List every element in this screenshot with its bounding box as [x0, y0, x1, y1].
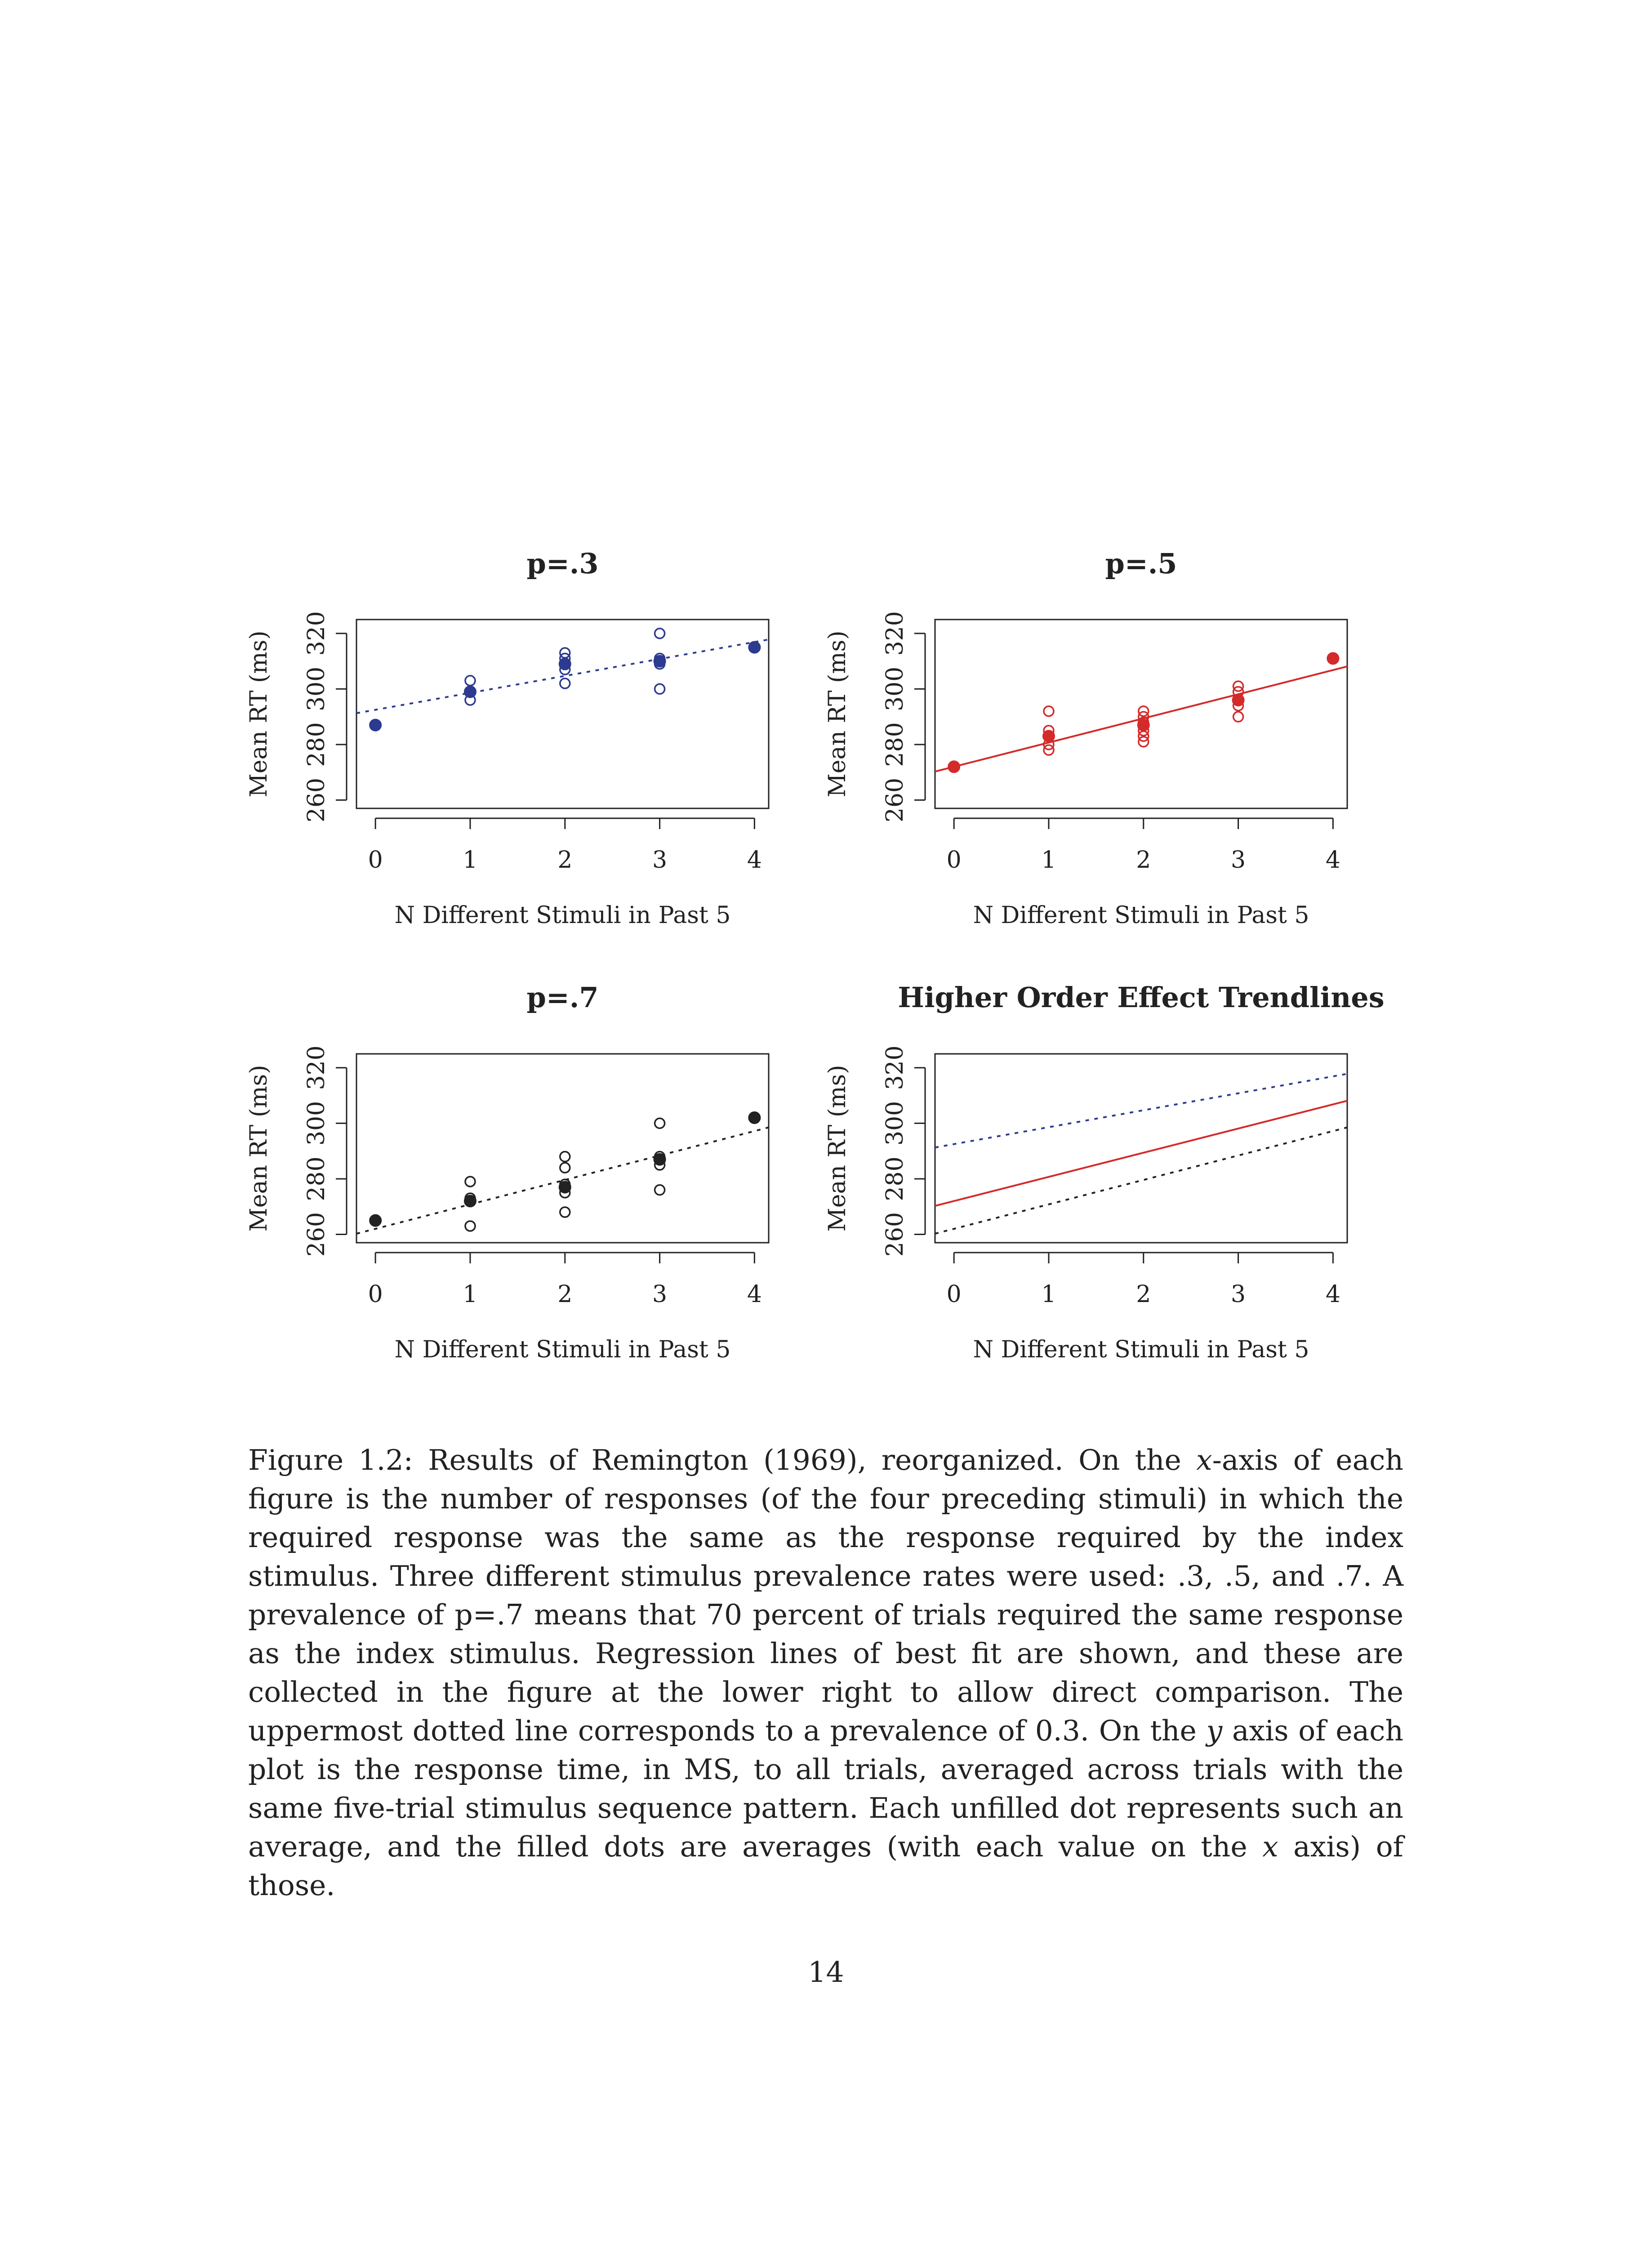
chart-title: p=.3 — [526, 547, 599, 580]
y-tick-label: 280 — [303, 1156, 330, 1201]
caption-text-2: -axis of each figure is the number of responses (of the four preceding stimuli) in which the required response was the same as the response required by the index stimulus. Three different stimulus prevalence rates were used: .3, .5, and .7. A prevalence of p=.7 means that 70 percent of trials required the same response as the index stimulus. Regression lines of best fit are shown, and these are collected in the figure at the lower right to allow direct comparison. The uppermost dotted line corresponds to a prevalence of 0.3. On the — [248, 1444, 1404, 1747]
x-tick-label: 0 — [368, 847, 383, 874]
y-tick-label: 280 — [303, 722, 330, 767]
filled-point — [748, 642, 760, 653]
y-axis-label: Mean RT (ms) — [245, 1065, 272, 1232]
trend-line — [935, 666, 1347, 772]
filled-point — [1327, 652, 1339, 664]
x-tick-label: 1 — [1041, 1281, 1056, 1308]
caption-label: Figure 1.2: — [248, 1444, 413, 1476]
filled-point — [1138, 719, 1149, 731]
y-tick-label: 260 — [882, 777, 908, 823]
x-tick-label: 3 — [652, 1281, 668, 1308]
y-tick-label: 280 — [882, 722, 908, 767]
x-tick-label: 0 — [946, 847, 962, 874]
x-axis-label: N Different Stimuli in Past 5 — [973, 1336, 1309, 1363]
trend-line — [935, 1128, 1347, 1234]
unfilled-point — [465, 1177, 475, 1186]
y-tick-label: 320 — [303, 611, 330, 656]
filled-point — [948, 761, 960, 772]
trend-line — [935, 1101, 1347, 1206]
filled-point — [1043, 730, 1055, 742]
x-tick-label: 1 — [463, 1281, 478, 1308]
caption-text-3: axis of each plot is the response time, in MS, to all trials, averaged across trials with the same five-trial stimulus sequence pattern. Each unfilled dot represents such an average, and the filled dots are averages (with each value on the — [248, 1714, 1403, 1863]
y-tick-label: 260 — [303, 777, 330, 823]
unfilled-point — [655, 1185, 665, 1195]
y-tick-label: 320 — [882, 611, 908, 656]
unfilled-point — [560, 678, 570, 688]
x-tick-label: 1 — [1041, 847, 1056, 874]
caption-text-4: axis) of those. — [248, 1830, 1403, 1902]
x-tick-label: 0 — [368, 1281, 383, 1308]
chart-title: p=.7 — [526, 981, 599, 1014]
filled-point — [654, 1154, 666, 1165]
plot-frame — [935, 620, 1347, 808]
x-tick-label: 4 — [1325, 847, 1340, 874]
plot-frame — [935, 1054, 1347, 1243]
y-axis-label: Mean RT (ms) — [824, 1065, 851, 1232]
unfilled-point — [1233, 712, 1243, 722]
y-axis-label: Mean RT (ms) — [824, 630, 851, 798]
filled-point — [748, 1112, 760, 1124]
unfilled-point — [465, 676, 475, 686]
unfilled-point — [1044, 706, 1054, 716]
chart-title: p=.5 — [1105, 547, 1177, 580]
y-tick-label: 300 — [303, 666, 330, 712]
x-tick-label: 3 — [1231, 847, 1246, 874]
figure-caption — [248, 1441, 1403, 1905]
caption-y-symbol: y — [1206, 1714, 1223, 1747]
y-tick-label: 300 — [882, 1101, 908, 1146]
chart-panel-3 — [245, 981, 769, 1363]
unfilled-point — [655, 684, 665, 694]
filled-point — [370, 719, 381, 731]
trend-line — [935, 1074, 1347, 1147]
filled-point — [559, 658, 571, 670]
y-tick-label: 320 — [303, 1045, 330, 1090]
trend-line — [356, 639, 769, 713]
filled-point — [654, 656, 666, 667]
x-axis-label: N Different Stimuli in Past 5 — [394, 902, 731, 929]
y-tick-label: 280 — [882, 1156, 908, 1201]
x-axis-label: N Different Stimuli in Past 5 — [973, 902, 1309, 929]
x-axis-label: N Different Stimuli in Past 5 — [394, 1336, 731, 1363]
unfilled-point — [560, 1207, 570, 1217]
x-tick-label: 3 — [1231, 1281, 1246, 1308]
x-tick-label: 4 — [747, 847, 762, 874]
filled-point — [1233, 694, 1244, 706]
x-tick-label: 0 — [946, 1281, 962, 1308]
caption-x-symbol-2: x — [1262, 1830, 1278, 1863]
chart-panel-4 — [824, 981, 1385, 1363]
filled-point — [464, 686, 476, 698]
x-tick-label: 1 — [463, 847, 478, 874]
x-tick-label: 4 — [747, 1281, 762, 1308]
x-tick-label: 2 — [1136, 847, 1151, 874]
y-tick-label: 300 — [303, 1101, 330, 1146]
x-tick-label: 3 — [652, 847, 668, 874]
unfilled-point — [560, 1163, 570, 1173]
filled-point — [464, 1195, 476, 1207]
x-tick-label: 2 — [557, 1281, 573, 1308]
unfilled-point — [465, 1221, 475, 1231]
page-number: 14 — [808, 1956, 844, 1989]
unfilled-point — [560, 1152, 570, 1162]
x-tick-label: 4 — [1325, 1281, 1340, 1308]
y-tick-label: 320 — [882, 1045, 908, 1090]
y-tick-label: 260 — [303, 1212, 330, 1257]
chart-panel-1 — [245, 547, 769, 929]
unfilled-point — [655, 1118, 665, 1128]
caption-x-symbol: x — [1196, 1444, 1212, 1476]
plot-frame — [356, 1054, 769, 1243]
y-tick-label: 260 — [882, 1212, 908, 1257]
y-axis-label: Mean RT (ms) — [245, 630, 272, 798]
y-tick-label: 300 — [882, 666, 908, 712]
filled-point — [370, 1215, 381, 1227]
caption-text-1: Results of Remington (1969), reorganized. On the — [428, 1444, 1197, 1476]
x-tick-label: 2 — [557, 847, 573, 874]
unfilled-point — [655, 629, 665, 638]
x-tick-label: 2 — [1136, 1281, 1151, 1308]
filled-point — [559, 1181, 571, 1193]
chart-title: Higher Order Effect Trendlines — [898, 981, 1385, 1014]
chart-panel-2 — [824, 547, 1347, 929]
